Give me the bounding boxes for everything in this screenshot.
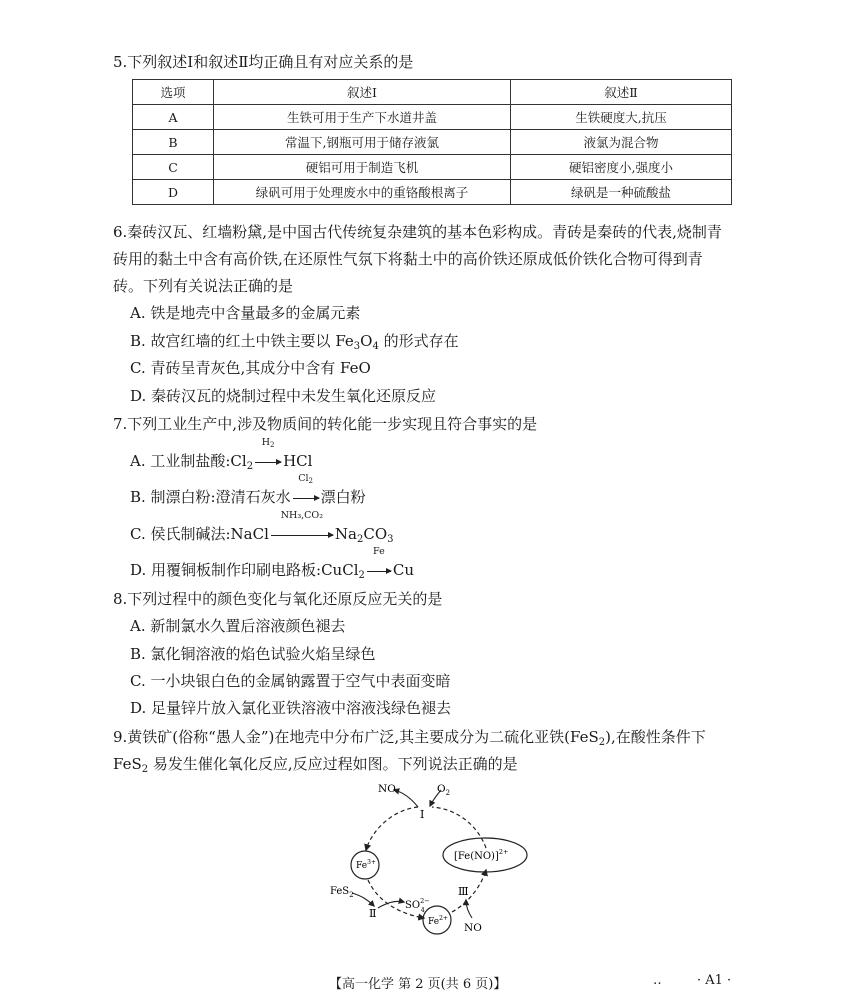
- subscript: 2: [356, 534, 364, 545]
- complex-label: $[Fe(NO)]^{2+}$: [454, 848, 509, 862]
- reaction-arrow: [255, 437, 281, 471]
- q7-option-d-product: Cu: [392, 561, 415, 579]
- table-row: [133, 180, 732, 205]
- q5-stem: 5.下列叙述Ⅰ和叙述Ⅱ均正确且有对应关系的是: [113, 53, 414, 71]
- subscript: 2: [246, 461, 254, 472]
- reaction-arrow: [293, 473, 319, 507]
- cycle-arc-top-left: [366, 807, 418, 850]
- cycle-arc-bottom-left: [368, 880, 424, 918]
- q8-option-b: B. 氯化铜溶液的焰色试验火焰呈绿色: [130, 645, 376, 663]
- footer-dots: ‥: [653, 973, 662, 988]
- q7-option-a-text: A. 工业制盐酸:Cl: [130, 452, 247, 470]
- q9-stem-text: 易发生催化氧化反应,反应过程如图。下列说法正确的是: [148, 755, 518, 773]
- cycle-arc-bottom-right: [452, 870, 486, 912]
- q7-option-d: [130, 546, 415, 581]
- q9-stem-text: 9.黄铁矿(俗称“愚人金”)在地壳中分布广泛,其主要成分为二硫化亚铁(FeS: [113, 728, 599, 746]
- step1-label: Ⅰ: [420, 808, 425, 821]
- table-header-row: [133, 80, 732, 105]
- q7-option-c-product: Na: [334, 525, 357, 543]
- q7-option-c-product: CO: [363, 525, 388, 543]
- q6-option-d: D. 秦砖汉瓦的烧制过程中未发生氧化还原反应: [130, 387, 437, 405]
- table-cell: 绿矾可用于处理废水中的重铬酸根离子: [214, 180, 511, 205]
- q9-stem-line2: [113, 754, 518, 774]
- no-top-label: NO: [378, 783, 396, 795]
- table-row: [133, 130, 732, 155]
- paper-code: · A1 ·: [697, 973, 732, 988]
- q7-option-b: [130, 473, 366, 507]
- q7-option-b-product: 漂白粉: [320, 488, 366, 506]
- no-bottom-label: NO: [464, 922, 482, 934]
- table-row: [133, 105, 732, 130]
- fes2-label: FeS$_2$: [330, 886, 354, 899]
- arrow-label: Fe: [373, 546, 385, 557]
- so4-label: $SO^{2-}$ 4: [405, 897, 430, 914]
- table-cell: 硬铝密度小,强度小: [511, 155, 732, 180]
- subscript: 3: [353, 341, 361, 352]
- fes2-input-arrow: [352, 893, 374, 906]
- step2-label: Ⅱ: [369, 907, 377, 920]
- table-row: [133, 155, 732, 180]
- arrow-label: H: [261, 437, 270, 448]
- q9-stem-text: FeS: [113, 755, 142, 773]
- fe2-label: $Fe^{2+}$: [428, 915, 448, 927]
- q7-option-b-text: B. 制漂白粉:澄清石灰水: [130, 488, 291, 506]
- q9-stem-text: ),在酸性条件下: [605, 728, 706, 746]
- q9-stem-line1: [113, 727, 706, 747]
- subscript: 2: [269, 441, 275, 449]
- q6-option-b-text: O: [360, 332, 373, 350]
- reaction-arrow: [271, 510, 333, 544]
- q7-option-a: [130, 437, 313, 472]
- q7-option-a-product: HCl: [283, 452, 313, 470]
- q6-option-b-text: 的形式存在: [378, 332, 459, 350]
- fe3-node: [351, 851, 379, 879]
- subscript: 4: [372, 341, 379, 352]
- q8-stem: 8.下列过程中的颜色变化与氧化还原反应无关的是: [113, 590, 443, 608]
- so4-release-arrow: [378, 901, 404, 908]
- table-cell: C: [133, 155, 214, 180]
- q5-table: [132, 79, 732, 205]
- table-cell: D: [133, 180, 214, 205]
- subscript: 3: [387, 534, 394, 545]
- subscript: 2: [308, 477, 314, 485]
- q8-option-c: C. 一小块银白色的金属钠露置于空气中表面变暗: [130, 672, 451, 690]
- o2-label: $O_2$: [437, 783, 451, 797]
- q6-option-b-text: B. 故宫红墙的红土中铁主要以 Fe: [130, 332, 354, 350]
- subscript: 2: [358, 570, 365, 581]
- q6-option-c: C. 青砖呈青灰色,其成分中含有 FeO: [130, 359, 371, 377]
- arrow-label: Cl: [298, 473, 309, 484]
- q7-option-c-text: C. 侯氏制碱法:NaCl: [130, 525, 269, 543]
- table-cell: 液氯为混合物: [511, 130, 732, 155]
- q6-option-b: [130, 331, 459, 351]
- table-header: 叙述Ⅱ: [511, 80, 732, 105]
- q7-stem: 7.下列工业生产中,涉及物质间的转化能一步实现且符合事实的是: [113, 415, 538, 433]
- o2-input-arrow: [430, 790, 441, 806]
- no-input-arrow: [466, 900, 472, 918]
- table-cell: B: [133, 130, 214, 155]
- q6-stem-line2: 砖用的黏土中含有高价铁,在还原性气氛下将黏土中的高价铁还原成低价铁化合物可得到青: [113, 250, 703, 268]
- table-cell: 生铁硬度大,抗压: [511, 105, 732, 130]
- reaction-arrow: [367, 546, 391, 580]
- no-release-arrow: [394, 790, 418, 807]
- q6-stem-line1: 6.秦砖汉瓦、红墙粉黛,是中国古代传统复杂建筑的基本色彩构成。青砖是秦砖的代表,烧制青: [113, 223, 722, 241]
- table-cell: 硬铝可用于制造飞机: [214, 155, 511, 180]
- arrow-label: NH₃,CO₂: [280, 510, 324, 521]
- subscript: 2: [598, 737, 606, 748]
- subscript: 2: [141, 764, 149, 775]
- table-header: 叙述Ⅰ: [214, 80, 511, 105]
- step3-label: Ⅲ: [458, 885, 469, 898]
- fe2-node: [423, 906, 451, 934]
- page-footer: 【高一化学 第 2 页(共 6 页)】: [329, 977, 507, 992]
- q7-option-c: [130, 510, 394, 545]
- q6-option-a: A. 铁是地壳中含量最多的金属元素: [130, 304, 361, 322]
- table-cell: A: [133, 105, 214, 130]
- table-cell: 生铁可用于生产下水道井盖: [214, 105, 511, 130]
- table-cell: 绿矾是一种硫酸盐: [511, 180, 732, 205]
- table-header: 选项: [133, 80, 214, 105]
- fe3-label: $Fe^{3+}$: [356, 859, 376, 871]
- fe-no-complex-node: [443, 838, 527, 872]
- q8-option-a: A. 新制氯水久置后溶液颜色褪去: [130, 617, 346, 635]
- q8-option-d: D. 足量锌片放入氯化亚铁溶液中溶液浅绿色褪去: [130, 699, 452, 717]
- q6-stem-line3: 砖。下列有关说法正确的是: [113, 277, 294, 295]
- q7-option-d-text: D. 用覆铜板制作印刷电路板:CuCl: [130, 561, 359, 579]
- table-cell: 常温下,钢瓶可用于储存液氯: [214, 130, 511, 155]
- cycle-arc-top-right: [432, 807, 486, 848]
